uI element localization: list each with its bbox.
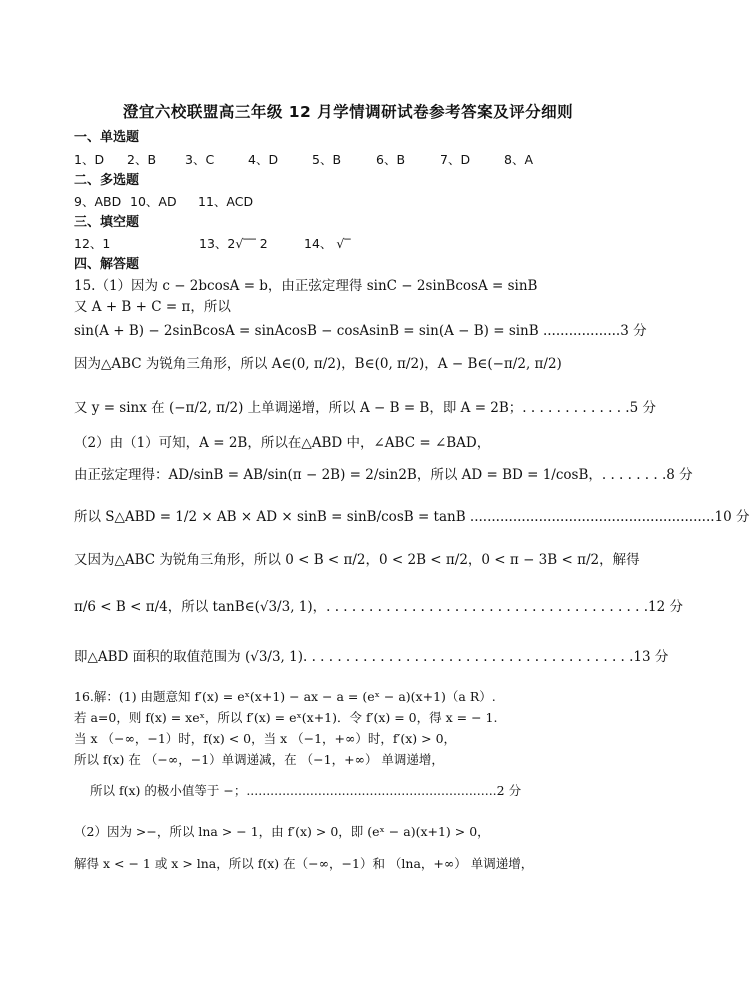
solution-line: π/6 < B < π/4，所以 tanB∈(√3/3, 1)，. . . . . . . . . . . . . . . . . . . . . . . . . . . . . . . . . . . . . .12 分 bbox=[74, 599, 683, 615]
multi-choice-answers bbox=[74, 192, 624, 212]
section-multi-choice: 二、多选题 bbox=[74, 173, 140, 188]
solution-line: （2）由（1）可知，A = 2B，所以在△ABD 中，∠ABC = ∠BAD， bbox=[74, 435, 491, 451]
solution-line: 由正弦定理得：AD/sinB = AB/sin(π − 2B) = 2/sin2B，所以 AD = BD = 1/cosB，. . . . . . . .8 分 bbox=[74, 467, 693, 483]
section-single-choice: 一、单选题 bbox=[74, 130, 140, 145]
solution-line: 当 x （−∞，−1）时，f(x) < 0，当 x （−1，+∞）时，f′(x) > 0， bbox=[74, 731, 457, 746]
answer-item: 5、B bbox=[312, 152, 342, 167]
solution-line: 又 y = sinx 在 (−π/2, π/2) 上单调递增，所以 A − B = B，即 A = 2B；. . . . . . . . . . . . .5 分 bbox=[74, 400, 656, 416]
answer-item: 1、D bbox=[74, 152, 105, 167]
solution-line: 所以 f(x) 的极小值等于 −；...............................................................2 分 bbox=[90, 783, 522, 798]
answer-item: 13、2√‾‾ 2 bbox=[199, 236, 268, 251]
single-choice-answers bbox=[74, 150, 624, 170]
solution-line: 即△ABD 面积的取值范围为 (√3/3, 1). . . . . . . . . . . . . . . . . . . . . . . . . . . . . . . . . . . . . . .13 分 bbox=[74, 649, 669, 665]
answer-item: 7、D bbox=[440, 152, 471, 167]
answer-item: 2、B bbox=[127, 152, 157, 167]
solution-line: （2）因为 >−，所以 lna > − 1，由 f′(x) > 0，即 (eˣ − a)(x+1) > 0， bbox=[74, 824, 490, 839]
solution-line: sin(A + B) − 2sinBcosA = sinAcosB − cosAsinB = sin(A − B) = sinB ..................3 分 bbox=[74, 323, 647, 339]
answer-item: 4、D bbox=[248, 152, 279, 167]
answer-item: 3、C bbox=[185, 152, 215, 167]
page-title: 澄宜六校联盟高三年级 12 月学情调研试卷参考答案及评分细则 bbox=[122, 103, 574, 121]
answer-item: 9、ABD bbox=[74, 194, 122, 209]
solution-line: 所以 f(x) 在 （−∞，−1）单调递减，在 （−1，+∞） 单调递增， bbox=[74, 752, 444, 767]
answer-item: 8、A bbox=[504, 152, 534, 167]
solution-line: 又因为△ABC 为锐角三角形，所以 0 < B < π/2，0 < 2B < π/2，0 < π − 3B < π/2，解得 bbox=[74, 552, 640, 568]
solution-line: 15.（1）因为 c − 2bcosA = b，由正弦定理得 sinC − 2sinBcosA = sinB bbox=[74, 278, 538, 294]
section-solve: 四、解答题 bbox=[74, 257, 140, 272]
answer-item: 6、B bbox=[376, 152, 406, 167]
fill-blank-answers bbox=[74, 234, 624, 254]
solution-line: 解得 x < − 1 或 x > lna，所以 f(x) 在（−∞，−1）和 （lna，+∞） 单调递增， bbox=[74, 856, 534, 871]
section-fill-blank: 三、填空题 bbox=[74, 215, 140, 230]
answer-item: 10、AD bbox=[130, 194, 177, 209]
answer-item: 11、ACD bbox=[198, 194, 254, 209]
solution-line: 因为△ABC 为锐角三角形，所以 A∈(0, π/2)，B∈(0, π/2)，A − B∈(−π/2, π/2) bbox=[74, 356, 562, 372]
solution-line: 又 A + B + C = π，所以 bbox=[74, 299, 231, 315]
solution-line: 若 a=0，则 f(x) = xeˣ，所以 f′(x) = eˣ(x+1)．令 f′(x) = 0，得 x = − 1. bbox=[74, 710, 498, 725]
answer-item: 12、1 bbox=[74, 236, 111, 251]
solution-line: 16.解：(1) 由题意知 f′(x) = eˣ(x+1) − ax − a = (eˣ − a)(x+1)（a R）. bbox=[74, 689, 496, 704]
answer-item: 14、 √‾ bbox=[304, 236, 351, 251]
solution-line: 所以 S△ABD = 1/2 × AB × AD × sinB = sinB/cosB = tanB .........................................................10 分 bbox=[74, 509, 750, 525]
